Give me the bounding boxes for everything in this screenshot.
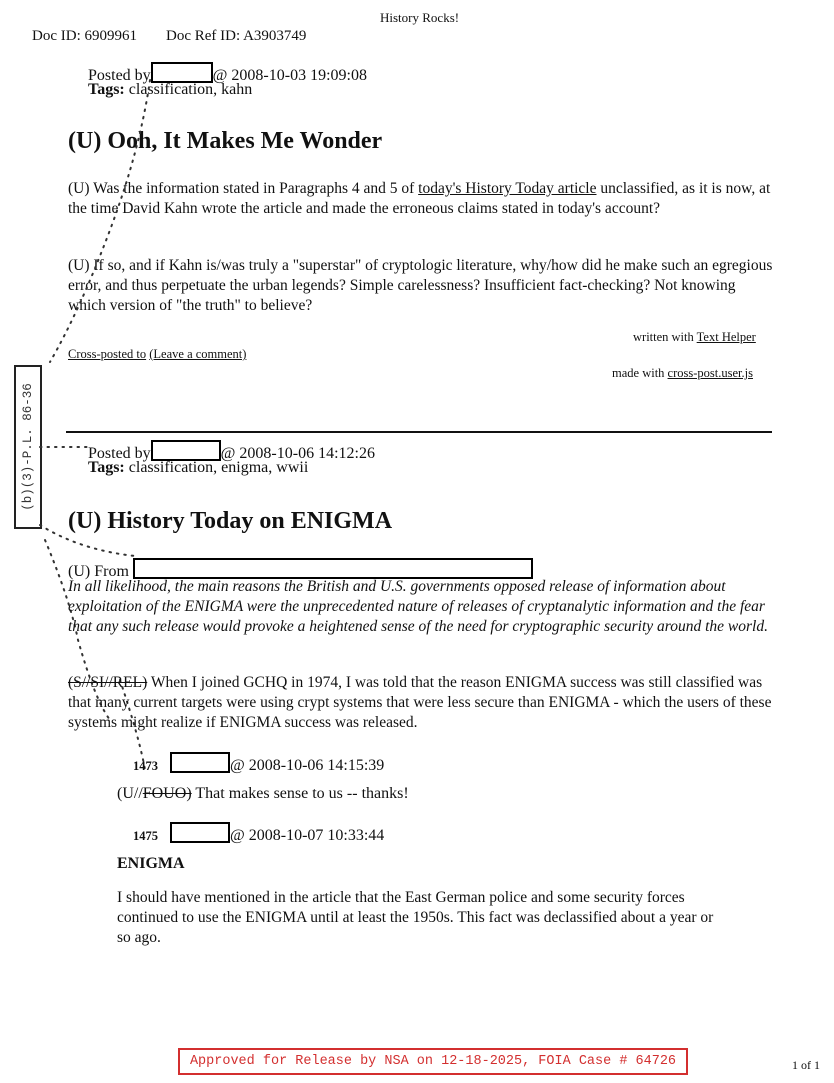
tags-label: Tags: bbox=[88, 459, 125, 476]
quoted-passage: In all likelihood, the main reasons the British and U.S. governments opposed release of information about exploitation of the ENIGMA were the unprecedented nature of releases of cryptanalytic information and the fear that any such release would provoke a heightened sense of the need for cryptographic security around the world. bbox=[68, 578, 768, 635]
marking-prefix: (U// bbox=[117, 785, 143, 802]
post1-paragraph-2: (U) If so, and if Kahn is/was truly a "superstar" of cryptologic literature, why/how did he make such an egregious error, and thus perpetuate the urban legends? Simple carelessness? Insufficient fact-checking? Not knowing which version of "the truth" to believe? bbox=[68, 257, 773, 314]
cross-posted-link[interactable]: Cross-posted to bbox=[68, 347, 147, 361]
redaction-box bbox=[170, 752, 230, 773]
tags-label: Tags: bbox=[88, 81, 125, 98]
post1-title: (U) Ooh, It Makes Me Wonder bbox=[68, 128, 383, 154]
posted-by-label: Posted by bbox=[88, 67, 151, 84]
post2-timestamp: @ 2008-10-06 14:12:26 bbox=[220, 445, 375, 462]
doc-ref-id: Doc Ref ID: A3903749 bbox=[166, 28, 307, 44]
body-text: When I joined GCHQ in 1974, I was told that the reason ENIGMA success was still classified was that many current targets were using crypt systems that were less secure than ENIGMA - which the users of these systems might realize if ENIGMA success was released. bbox=[68, 674, 772, 731]
page-number: 1 of 1 bbox=[792, 1058, 820, 1072]
text-helper-link[interactable]: Text Helper bbox=[696, 330, 756, 344]
comment-header bbox=[133, 752, 384, 775]
tags-list: classification, enigma, wwii bbox=[128, 459, 309, 476]
running-title: History Rocks! bbox=[380, 10, 460, 25]
doc-id: Doc ID: 6909961 bbox=[32, 28, 137, 44]
struck-marking: FOUO) bbox=[142, 785, 192, 802]
comment-number: 1473 bbox=[133, 759, 158, 773]
comment-header bbox=[133, 822, 384, 845]
paragraph-text: unclassified, as it is now, at the time David Kahn wrote the article and made the erroneous claims stated in today's account? bbox=[68, 180, 771, 217]
made-with-label: made with bbox=[612, 366, 668, 380]
posted-by-label: Posted by bbox=[88, 445, 151, 462]
post2-title: (U) History Today on ENIGMA bbox=[68, 508, 393, 534]
leave-comment-link[interactable]: (Leave a comment) bbox=[149, 347, 247, 361]
written-with-label: written with bbox=[633, 330, 697, 344]
redaction-box bbox=[170, 822, 230, 843]
redaction-box bbox=[133, 558, 533, 579]
from-label: (U) From bbox=[68, 563, 129, 580]
comment-subject: ENIGMA bbox=[117, 855, 185, 872]
comment-body bbox=[117, 785, 409, 803]
release-stamp: Approved for Release by NSA on 12-18-2025, FOIA Case # 64726 bbox=[178, 1048, 688, 1075]
comment-number: 1475 bbox=[133, 829, 158, 843]
history-today-article-link[interactable]: today's History Today article bbox=[418, 180, 597, 197]
redaction-box bbox=[151, 440, 221, 461]
comment-timestamp: @ 2008-10-06 14:15:39 bbox=[230, 757, 385, 774]
exemption-text: (b)(3)-P.L. 86-36 bbox=[21, 383, 35, 511]
comment-body: I should have mentioned in the article that the East German police and some security forces continued to use the ENIGMA until at least the 1950s. This fact was declassified about a year or so ago. bbox=[117, 889, 714, 946]
comment-text: That makes sense to us -- thanks! bbox=[191, 785, 409, 802]
comment-timestamp: @ 2008-10-07 10:33:44 bbox=[230, 827, 385, 844]
post2-tags bbox=[88, 459, 308, 477]
post1-timestamp: @ 2008-10-03 19:09:08 bbox=[212, 67, 367, 84]
struck-classification-marking: (S//SI//REL) bbox=[68, 674, 148, 691]
tags-list: classification, kahn bbox=[128, 81, 253, 98]
post2-body bbox=[68, 673, 774, 733]
cross-post-script-link[interactable]: cross-post.user.js bbox=[667, 366, 753, 380]
paragraph-text: (U) Was the information stated in Paragraphs 4 and 5 of bbox=[68, 180, 419, 197]
